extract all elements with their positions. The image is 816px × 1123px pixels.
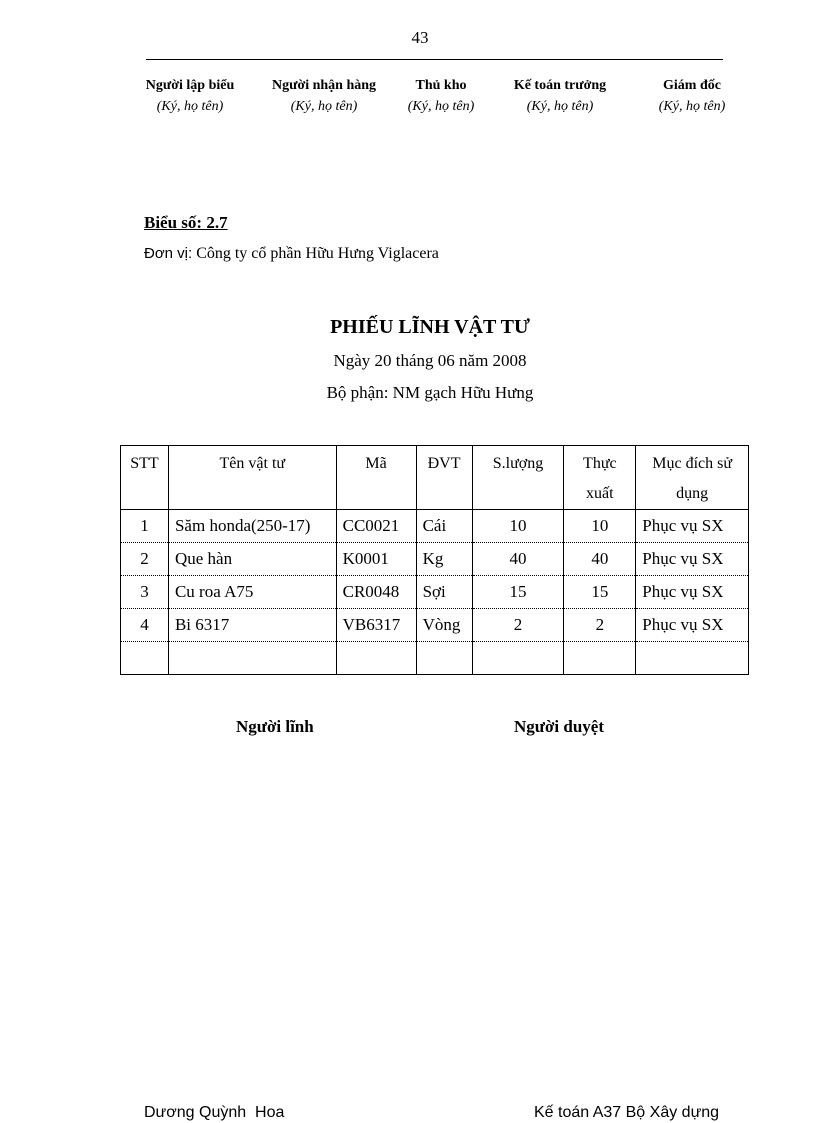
signature-role: Giám đốc [663, 78, 721, 93]
cell-empty [416, 642, 472, 675]
page-number: 43 [411, 28, 429, 47]
header-rule [146, 59, 723, 60]
signature-role: Thủ kho [415, 78, 467, 93]
cell-name: Săm honda(250-17) [168, 510, 336, 543]
cell-empty [564, 642, 636, 675]
header-unit: ĐVT [416, 446, 472, 510]
cell-purpose: Phục vụ SX [636, 609, 749, 642]
cell-qty: 40 [472, 543, 564, 576]
signature-role: Người lập biểu [145, 78, 235, 93]
cell-unit: Vòng [416, 609, 472, 642]
table-row [121, 576, 749, 609]
footer-program: Kế toán A37 Bộ Xây dựng [534, 1104, 720, 1121]
footer-author: Dương Quỳnh Hoa [144, 1104, 285, 1121]
signature-storekeeper [401, 78, 481, 115]
table-row-empty [121, 642, 749, 675]
header-code: Mã [336, 446, 416, 510]
document-department: Bộ phận: NM gạch Hữu Hưng [326, 383, 534, 402]
unit-name: Công ty cổ phần Hữu Hưng Viglacera [196, 245, 439, 262]
cell-unit: Cái [416, 510, 472, 543]
signature-preparer [140, 78, 240, 115]
cell-empty [336, 642, 416, 675]
cell-code: CC0021 [336, 510, 416, 543]
document-title: PHIẾU LĨNH VẬT TƯ [330, 316, 530, 338]
cell-actual: 10 [564, 510, 636, 543]
cell-qty: 2 [472, 609, 564, 642]
unit-line [144, 245, 439, 263]
header-actual [564, 446, 636, 510]
header-purpose-line2: dụng [676, 485, 709, 502]
cell-code: CR0048 [336, 576, 416, 609]
cell-name: Que hàn [168, 543, 336, 576]
cell-code: K0001 [336, 543, 416, 576]
signature-hint: (Ký, họ tên) [407, 99, 475, 114]
header-name: Tên vật tư [168, 446, 336, 510]
cell-empty [636, 642, 749, 675]
form-number: Biểu số: 2.7 [144, 213, 228, 232]
cell-stt: 1 [121, 510, 169, 543]
header-purpose-line1: Mục đích sử [652, 455, 733, 472]
header-stt: STT [121, 446, 169, 510]
signature-role: Kế toán trưởng [513, 78, 607, 93]
header-qty: S.lượng [472, 446, 564, 510]
cell-stt: 2 [121, 543, 169, 576]
signature-director [652, 78, 732, 115]
cell-code: VB6317 [336, 609, 416, 642]
cell-name: Cu roa A75 [168, 576, 336, 609]
receiver-signature-label: Người lĩnh [236, 717, 314, 736]
header-purpose [636, 446, 749, 510]
header-actual-line1: Thực [583, 455, 617, 472]
cell-qty: 10 [472, 510, 564, 543]
cell-actual: 2 [564, 609, 636, 642]
header-actual-line2: xuất [586, 485, 614, 502]
cell-purpose: Phục vụ SX [636, 543, 749, 576]
cell-empty [472, 642, 564, 675]
signature-hint: (Ký, họ tên) [658, 99, 726, 114]
signature-chief-accountant [505, 78, 615, 115]
table-row [121, 543, 749, 576]
signature-hint: (Ký, họ tên) [290, 99, 358, 114]
cell-purpose: Phục vụ SX [636, 576, 749, 609]
table-row [121, 510, 749, 543]
cell-unit: Kg [416, 543, 472, 576]
cell-empty [121, 642, 169, 675]
materials-table [120, 445, 749, 675]
cell-stt: 4 [121, 609, 169, 642]
unit-prefix: Đơn vị: [144, 245, 193, 262]
cell-empty [168, 642, 336, 675]
cell-unit: Sợi [416, 576, 472, 609]
cell-stt: 3 [121, 576, 169, 609]
signature-hint: (Ký, họ tên) [526, 99, 594, 114]
cell-purpose: Phục vụ SX [636, 510, 749, 543]
approver-signature-label: Người duyệt [514, 717, 604, 736]
cell-qty: 15 [472, 576, 564, 609]
signature-hint: (Ký, họ tên) [156, 99, 224, 114]
cell-actual: 15 [564, 576, 636, 609]
signature-receiver [262, 78, 386, 115]
cell-name: Bi 6317 [168, 609, 336, 642]
table-row [121, 609, 749, 642]
cell-actual: 40 [564, 543, 636, 576]
table-header-row [121, 446, 749, 510]
signature-role: Người nhận hàng [271, 78, 377, 93]
document-date: Ngày 20 tháng 06 năm 2008 [333, 351, 527, 370]
